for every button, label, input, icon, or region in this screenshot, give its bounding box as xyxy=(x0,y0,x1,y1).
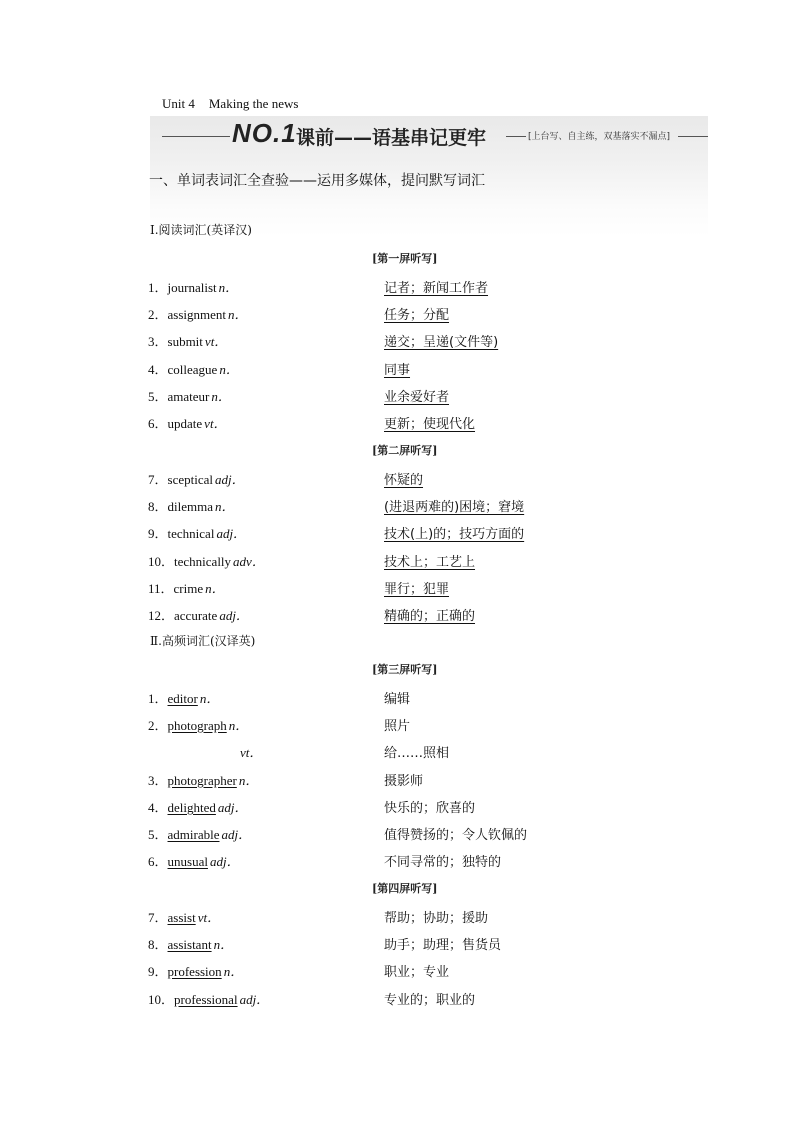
vocab-number: 7． xyxy=(148,472,168,487)
vocab-word: assist xyxy=(167,910,196,925)
vocab-row xyxy=(0,961,794,981)
vocab-row xyxy=(0,907,794,927)
vocab-part-of-speech: adj． xyxy=(221,827,252,842)
vocab-row xyxy=(0,770,794,790)
vocab-english xyxy=(148,578,225,597)
banner-number-label: NO.1 xyxy=(232,118,297,148)
vocab-row xyxy=(0,551,794,571)
vocab-number: 9． xyxy=(148,964,168,979)
vocab-part-of-speech: vt． xyxy=(204,334,228,349)
vocab-number: 3． xyxy=(148,334,168,349)
vocab-word: colleague xyxy=(167,362,218,377)
vocab-part-of-speech: n． xyxy=(218,280,239,295)
vocab-number: 5． xyxy=(148,389,168,404)
vocab-part-of-speech: adj． xyxy=(219,608,249,623)
vocab-part-of-speech: n． xyxy=(199,691,220,706)
vocab-meaning: 职业；专业 xyxy=(384,965,450,980)
vocab-meaning: 不同寻常的；独特的 xyxy=(384,855,502,870)
vocab-row xyxy=(0,331,794,351)
vocab-meaning: 罪行；犯罪 xyxy=(384,582,450,597)
vocab-english xyxy=(148,824,251,843)
vocab-meaning: 给……照相 xyxy=(384,746,450,761)
vocab-word: crime xyxy=(173,581,204,596)
vocab-number: 10． xyxy=(148,992,175,1007)
vocab-part-of-speech: adv． xyxy=(233,554,265,569)
vocab-number: 5． xyxy=(148,827,168,842)
banner-rule-left xyxy=(162,136,230,137)
vocab-part-of-speech: vt． xyxy=(204,416,227,431)
vocab-row xyxy=(0,688,794,708)
vocab-number: 4． xyxy=(148,800,168,815)
vocab-part-of-speech: vt． xyxy=(240,745,263,760)
vocab-meaning: 更新；使现代化 xyxy=(384,417,476,432)
vocab-number: 4． xyxy=(148,362,168,377)
vocab-meaning: 帮助；协助；援助 xyxy=(384,911,489,926)
vocab-row xyxy=(0,989,794,1009)
vocab-part-of-speech: adj． xyxy=(209,854,240,869)
vocab-number: 11． xyxy=(148,581,174,596)
vocab-english xyxy=(148,797,248,816)
vocab-number: 7． xyxy=(148,910,168,925)
unit-header xyxy=(162,96,298,112)
vocab-meaning: 值得赞扬的；令人钦佩的 xyxy=(384,828,528,843)
vocab-word: dilemma xyxy=(167,499,214,514)
vocab-english xyxy=(148,277,238,296)
vocab-part-of-speech: n． xyxy=(228,718,249,733)
vocab-english xyxy=(148,413,227,432)
vocab-meaning: (进退两难的)困境；窘境 xyxy=(384,500,525,515)
vocab-meaning: 快乐的；欣喜的 xyxy=(384,801,476,816)
vocab-meaning: 记者；新闻工作者 xyxy=(384,281,489,296)
vocab-part-of-speech: n． xyxy=(219,362,239,377)
banner-title: 课前——语基串记更牢 xyxy=(296,127,487,149)
vocab-english xyxy=(148,496,235,515)
vocab-number: 8． xyxy=(148,937,168,952)
vocab-english xyxy=(148,851,240,870)
banner-rule-right xyxy=(678,136,708,137)
vocab-part-of-speech: n． xyxy=(238,773,259,788)
vocab-word: unusual xyxy=(167,854,208,869)
vocab-meaning: 精确的；正确的 xyxy=(384,609,476,624)
vocab-part-of-speech: n． xyxy=(211,389,231,404)
vocab-part-of-speech: n． xyxy=(223,964,244,979)
vocab-english xyxy=(148,688,219,707)
vocab-english xyxy=(148,934,233,953)
vocab-english xyxy=(148,715,248,734)
part-title: Ⅰ.阅读词汇(英译汉) xyxy=(150,223,252,237)
vocab-row xyxy=(0,523,794,543)
vocab-english xyxy=(148,304,248,323)
vocab-word: update xyxy=(167,416,203,431)
banner-note: [上台写、自主练，双基落实不漏点] xyxy=(528,132,671,142)
unit-number: Unit 4 xyxy=(162,96,195,111)
vocab-word: assignment xyxy=(167,307,227,322)
vocab-word: technical xyxy=(167,526,215,541)
vocab-word: amateur xyxy=(167,389,210,404)
vocab-word: photographer xyxy=(167,773,237,788)
vocab-word: accurate xyxy=(174,608,218,623)
vocab-part-of-speech: n． xyxy=(228,307,248,322)
vocab-word: journalist xyxy=(167,280,217,295)
vocab-meaning: 助手；助理；售货员 xyxy=(384,938,502,953)
vocab-word: technically xyxy=(174,554,232,569)
screen-label: [第四屏听写] xyxy=(372,882,438,895)
vocab-row xyxy=(0,277,794,297)
vocab-english xyxy=(148,359,239,378)
vocab-meaning: 递交；呈递(文件等) xyxy=(384,335,499,350)
vocab-meaning: 照片 xyxy=(384,719,411,734)
vocab-english xyxy=(148,989,269,1008)
screen-label: [第二屏听写] xyxy=(372,444,438,457)
vocab-part-of-speech: adj． xyxy=(215,472,245,487)
vocab-number: 10． xyxy=(148,554,175,569)
vocab-number: 6． xyxy=(148,416,168,431)
vocab-number: 1． xyxy=(148,691,168,706)
vocab-word: assistant xyxy=(167,937,212,952)
vocab-meaning: 同事 xyxy=(384,363,411,378)
vocab-meaning: 摄影师 xyxy=(384,774,424,789)
screen-label: [第一屏听写] xyxy=(372,252,438,265)
vocab-english xyxy=(148,907,220,926)
vocab-english xyxy=(148,770,258,789)
vocab-meaning: 任务；分配 xyxy=(384,308,450,323)
vocab-part-of-speech: adj． xyxy=(217,800,248,815)
vocab-meaning: 专业的；职业的 xyxy=(384,993,476,1008)
vocab-english xyxy=(148,551,265,570)
banner-rule-middle xyxy=(506,136,526,137)
vocab-row xyxy=(0,851,794,871)
part-title: Ⅱ.高频词汇(汉译英) xyxy=(150,634,256,648)
vocab-part-of-speech: adj． xyxy=(216,526,247,541)
vocab-number: 1． xyxy=(148,280,168,295)
vocab-row xyxy=(0,496,794,516)
vocab-number: 12． xyxy=(148,608,175,623)
vocab-row xyxy=(0,742,794,762)
vocab-row xyxy=(0,359,794,379)
vocab-part-of-speech: vt． xyxy=(197,910,221,925)
vocab-number: 3． xyxy=(148,773,168,788)
vocab-word: delighted xyxy=(167,800,216,815)
vocab-row xyxy=(0,386,794,406)
vocab-meaning: 业余爱好者 xyxy=(384,390,450,405)
vocab-meaning: 怀疑的 xyxy=(384,473,424,488)
vocab-row xyxy=(0,715,794,735)
vocab-row xyxy=(0,797,794,817)
vocab-meaning: 编辑 xyxy=(384,692,411,707)
vocab-meaning: 技术上；工艺上 xyxy=(384,555,476,570)
vocab-word: editor xyxy=(167,691,198,706)
vocab-english xyxy=(148,961,243,980)
vocab-english xyxy=(148,469,245,488)
vocab-word: photograph xyxy=(167,718,227,733)
vocab-part-of-speech: n． xyxy=(205,581,225,596)
vocab-number: 2． xyxy=(148,718,168,733)
vocab-number: 2． xyxy=(148,307,168,322)
vocab-word: professional xyxy=(174,992,238,1007)
vocab-english xyxy=(148,523,246,542)
vocab-english xyxy=(148,605,249,624)
section-title: 一、单词表词汇全查验——运用多媒体，提问默写词汇 xyxy=(149,173,485,189)
vocab-meaning: 技术(上)的；技巧方面的 xyxy=(384,527,525,542)
vocab-number: 6． xyxy=(148,854,168,869)
vocab-english xyxy=(238,742,262,761)
vocab-row xyxy=(0,605,794,625)
vocab-part-of-speech: adj． xyxy=(239,992,270,1007)
vocab-number: 8． xyxy=(148,499,168,514)
vocab-row xyxy=(0,934,794,954)
vocab-part-of-speech: n． xyxy=(213,937,234,952)
vocab-number: 9． xyxy=(148,526,168,541)
vocab-word: sceptical xyxy=(167,472,213,487)
vocab-word: admirable xyxy=(167,827,220,842)
vocab-row xyxy=(0,304,794,324)
vocab-word: profession xyxy=(167,964,222,979)
vocab-word: submit xyxy=(167,334,203,349)
vocab-row xyxy=(0,824,794,844)
vocab-row xyxy=(0,413,794,433)
vocab-row xyxy=(0,578,794,598)
screen-label: [第三屏听写] xyxy=(372,663,438,676)
vocab-row xyxy=(0,469,794,489)
unit-title: Making the news xyxy=(208,96,299,111)
vocab-english xyxy=(148,386,231,405)
vocab-english xyxy=(148,331,227,350)
vocab-part-of-speech: n． xyxy=(215,499,235,514)
